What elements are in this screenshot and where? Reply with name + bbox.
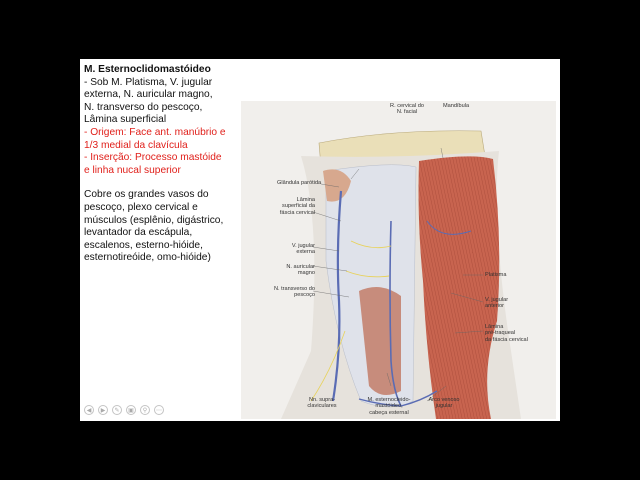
label-lamina-superficial: Lâmina superficial da fáscia cervical [279, 197, 315, 216]
insertion-line: e linha nucal superior [84, 164, 181, 176]
label-mandibula: Mandíbula [443, 103, 470, 109]
insertion-line: - Inserção: Processo mastóide [84, 152, 222, 164]
bullet-line: externa, N. auricular magno, [84, 89, 213, 101]
label-lamina-pre-traqueal: Lâmina pré-traqueal da fáscia cervical [485, 324, 528, 343]
label-glandula-parotida: Glândula parótida [277, 180, 322, 186]
paragraph-line: músculos (esplênio, digástrico, [84, 214, 224, 226]
neck-anatomy-drawing [241, 101, 556, 419]
paragraph-line: Cobre os grandes vasos do [84, 189, 209, 201]
paragraph-line: pescoço, plexo cervical e [84, 201, 198, 213]
label-m-esternocleidomastoideo: M. esternocleido- mastóideo, cabeça esternal [367, 397, 411, 416]
slide-heading: M. Esternoclidomastóideo [84, 64, 211, 75]
zoom-icon[interactable]: ⚲ [140, 405, 150, 415]
slide-text [84, 64, 240, 265]
label-r-cervical: R. cervical do N. facial [390, 103, 424, 116]
label-v-jugular-externa: V. jugular externa [291, 243, 315, 256]
anatomy-illustration [241, 101, 556, 419]
paragraph-line: escalenos, esterno-hióide, [84, 239, 203, 251]
paragraph-line: esternotireóide, omo-hióide) [84, 252, 211, 264]
label-n-transverso: N. transverso do pescoço [273, 286, 315, 299]
bullet-line: Lâmina superficial [84, 114, 167, 126]
label-n-auricular-magno: N. auricular magno [286, 264, 315, 277]
back-icon[interactable]: ◀ [84, 405, 94, 415]
slides-icon[interactable]: ▣ [126, 405, 136, 415]
presentation-slide [80, 59, 560, 421]
more-icon[interactable]: ⋯ [154, 405, 164, 415]
origin-line: 1/3 medial da clavícula [84, 139, 188, 151]
bullet-line: N. transverso do pescoço, [84, 101, 203, 113]
forward-icon[interactable]: ▶ [98, 405, 108, 415]
bullet-line: - Sob M. Platisma, V. jugular [84, 76, 213, 88]
label-platisma: Platisma [485, 272, 507, 278]
slideshow-toolbar [84, 405, 164, 415]
label-v-jugular-anterior: V. jugular anterior [485, 297, 509, 310]
origin-line: - Origem: Face ant. manúbrio e [84, 126, 226, 138]
pen-icon[interactable]: ✎ [112, 405, 122, 415]
label-arco-venoso: Arco venoso jugular [428, 397, 460, 410]
paragraph-line: levantador da escápula, [84, 227, 193, 239]
label-nn-supraclaviculares: Nn. supra- claviculares [307, 397, 337, 410]
